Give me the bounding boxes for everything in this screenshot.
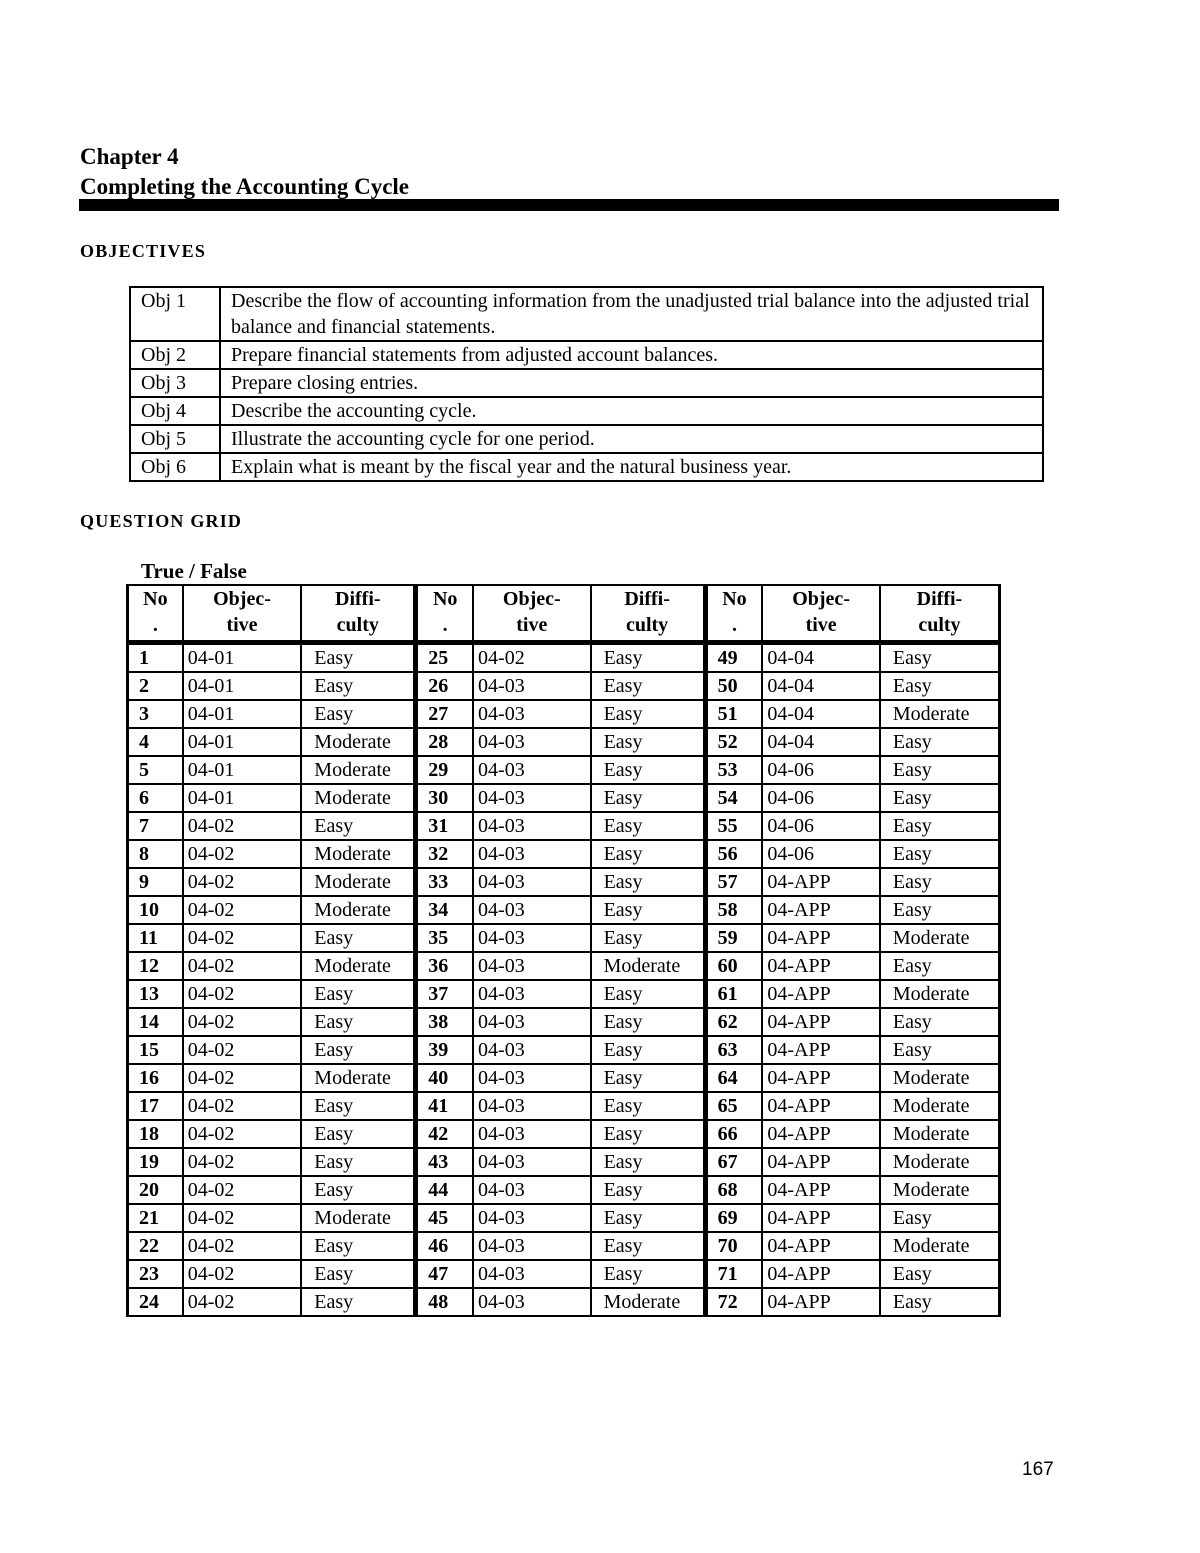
question-number-cell: 33	[416, 868, 473, 896]
question-objective-cell: 04-03	[473, 840, 591, 868]
question-objective-cell: 04-03	[473, 700, 591, 728]
question-difficulty-cell: Easy	[880, 812, 1000, 840]
question-difficulty-cell: Easy	[591, 1148, 706, 1176]
question-difficulty-cell: Moderate	[301, 896, 416, 924]
question-objective-cell: 04-02	[183, 1008, 302, 1036]
question-difficulty-cell: Moderate	[880, 980, 1000, 1008]
question-objective-cell: 04-04	[762, 643, 880, 673]
table-row	[128, 1064, 1000, 1092]
question-number-cell: 34	[416, 896, 473, 924]
objective-row	[130, 453, 1043, 481]
objective-description: Illustrate the accounting cycle for one period.	[220, 425, 1043, 453]
objective-id: Obj 5	[130, 425, 220, 453]
table-row	[128, 1176, 1000, 1204]
question-difficulty-cell: Easy	[301, 1092, 416, 1120]
question-number-cell: 39	[416, 1036, 473, 1064]
objective-row	[130, 287, 1043, 341]
question-objective-cell: 04-04	[762, 672, 880, 700]
question-objective-cell: 04-03	[473, 896, 591, 924]
question-difficulty-cell: Easy	[591, 980, 706, 1008]
question-objective-cell: 04-APP	[762, 1204, 880, 1232]
question-difficulty-cell: Easy	[880, 1288, 1000, 1316]
question-objective-cell: 04-06	[762, 812, 880, 840]
question-difficulty-cell: Moderate	[301, 840, 416, 868]
question-objective-cell: 04-02	[183, 980, 302, 1008]
question-objective-cell: 04-04	[762, 700, 880, 728]
question-objective-cell: 04-03	[473, 728, 591, 756]
table-row	[128, 672, 1000, 700]
objectives-table	[129, 286, 1044, 482]
column-header-objective: Objec- tive	[473, 585, 591, 643]
question-objective-cell: 04-01	[183, 700, 302, 728]
question-grid-heading: QUESTION GRID	[80, 511, 243, 531]
question-difficulty-cell: Easy	[880, 1260, 1000, 1288]
question-objective-cell: 04-02	[183, 1036, 302, 1064]
question-objective-cell: 04-02	[183, 1148, 302, 1176]
column-header-objective: Objec- tive	[762, 585, 880, 643]
question-difficulty-cell: Easy	[591, 924, 706, 952]
question-objective-cell: 04-02	[183, 1120, 302, 1148]
question-difficulty-cell: Easy	[880, 756, 1000, 784]
question-difficulty-cell: Easy	[591, 1008, 706, 1036]
question-difficulty-cell: Easy	[301, 672, 416, 700]
question-grid-header-row	[128, 585, 1000, 643]
question-number-cell: 41	[416, 1092, 473, 1120]
question-objective-cell: 04-APP	[762, 1092, 880, 1120]
table-row	[128, 1232, 1000, 1260]
question-number-cell: 72	[705, 1288, 762, 1316]
question-number-cell: 25	[416, 643, 473, 673]
question-number-cell: 55	[705, 812, 762, 840]
question-number-cell: 24	[128, 1288, 183, 1316]
question-objective-cell: 04-03	[473, 924, 591, 952]
question-difficulty-cell: Easy	[591, 1232, 706, 1260]
question-objective-cell: 04-02	[183, 840, 302, 868]
question-objective-cell: 04-03	[473, 1232, 591, 1260]
question-difficulty-cell: Easy	[880, 1036, 1000, 1064]
table-row	[128, 840, 1000, 868]
question-number-cell: 27	[416, 700, 473, 728]
question-difficulty-cell: Moderate	[591, 952, 706, 980]
question-difficulty-cell: Moderate	[880, 1120, 1000, 1148]
table-row	[128, 1036, 1000, 1064]
question-number-cell: 62	[705, 1008, 762, 1036]
question-difficulty-cell: Moderate	[880, 924, 1000, 952]
question-number-cell: 6	[128, 784, 183, 812]
question-difficulty-cell: Easy	[591, 784, 706, 812]
question-objective-cell: 04-APP	[762, 1260, 880, 1288]
question-objective-cell: 04-02	[183, 1288, 302, 1316]
question-number-cell: 8	[128, 840, 183, 868]
table-row	[128, 952, 1000, 980]
objective-row	[130, 369, 1043, 397]
question-difficulty-cell: Easy	[591, 756, 706, 784]
objective-id: Obj 1	[130, 287, 220, 341]
table-row	[128, 700, 1000, 728]
objective-id: Obj 2	[130, 341, 220, 369]
question-objective-cell: 04-03	[473, 1176, 591, 1204]
question-number-cell: 7	[128, 812, 183, 840]
question-objective-cell: 04-01	[183, 672, 302, 700]
question-number-cell: 9	[128, 868, 183, 896]
objective-id: Obj 4	[130, 397, 220, 425]
question-number-cell: 48	[416, 1288, 473, 1316]
question-difficulty-cell: Easy	[880, 1204, 1000, 1232]
question-difficulty-cell: Easy	[880, 784, 1000, 812]
question-objective-cell: 04-02	[183, 1176, 302, 1204]
question-difficulty-cell: Easy	[591, 700, 706, 728]
question-difficulty-cell: Moderate	[301, 756, 416, 784]
question-objective-cell: 04-APP	[762, 1232, 880, 1260]
true-false-caption: True / False	[141, 559, 247, 583]
table-row	[128, 756, 1000, 784]
question-number-cell: 65	[705, 1092, 762, 1120]
question-objective-cell: 04-03	[473, 1204, 591, 1232]
question-difficulty-cell: Easy	[301, 924, 416, 952]
question-number-cell: 16	[128, 1064, 183, 1092]
question-objective-cell: 04-02	[183, 1092, 302, 1120]
question-difficulty-cell: Easy	[880, 952, 1000, 980]
table-row	[128, 1288, 1000, 1316]
question-objective-cell: 04-02	[183, 1204, 302, 1232]
question-objective-cell: 04-APP	[762, 1036, 880, 1064]
question-number-cell: 3	[128, 700, 183, 728]
question-difficulty-cell: Easy	[591, 1064, 706, 1092]
question-difficulty-cell: Moderate	[301, 952, 416, 980]
question-difficulty-cell: Easy	[301, 1232, 416, 1260]
question-number-cell: 47	[416, 1260, 473, 1288]
table-row	[128, 784, 1000, 812]
objective-row	[130, 341, 1043, 369]
question-difficulty-cell: Easy	[301, 1176, 416, 1204]
objective-description: Describe the accounting cycle.	[220, 397, 1043, 425]
question-objective-cell: 04-02	[183, 812, 302, 840]
question-number-cell: 11	[128, 924, 183, 952]
question-number-cell: 59	[705, 924, 762, 952]
question-objective-cell: 04-02	[183, 1232, 302, 1260]
question-objective-cell: 04-03	[473, 1288, 591, 1316]
question-difficulty-cell: Easy	[591, 896, 706, 924]
question-difficulty-cell: Easy	[301, 1120, 416, 1148]
question-objective-cell: 04-03	[473, 784, 591, 812]
title-rule-divider	[79, 199, 1059, 211]
question-number-cell: 67	[705, 1148, 762, 1176]
question-objective-cell: 04-APP	[762, 924, 880, 952]
question-number-cell: 54	[705, 784, 762, 812]
question-difficulty-cell: Easy	[880, 643, 1000, 673]
question-difficulty-cell: Moderate	[880, 1148, 1000, 1176]
question-number-cell: 49	[705, 643, 762, 673]
question-number-cell: 42	[416, 1120, 473, 1148]
question-objective-cell: 04-APP	[762, 868, 880, 896]
question-objective-cell: 04-06	[762, 756, 880, 784]
question-number-cell: 63	[705, 1036, 762, 1064]
table-row	[128, 643, 1000, 673]
question-objective-cell: 04-APP	[762, 980, 880, 1008]
question-objective-cell: 04-06	[762, 784, 880, 812]
question-objective-cell: 04-03	[473, 1120, 591, 1148]
table-row	[128, 728, 1000, 756]
question-objective-cell: 04-02	[183, 1260, 302, 1288]
question-objective-cell: 04-03	[473, 672, 591, 700]
question-number-cell: 21	[128, 1204, 183, 1232]
question-objective-cell: 04-APP	[762, 1148, 880, 1176]
question-objective-cell: 04-03	[473, 1148, 591, 1176]
question-number-cell: 35	[416, 924, 473, 952]
question-number-cell: 26	[416, 672, 473, 700]
table-row	[128, 1204, 1000, 1232]
question-objective-cell: 04-03	[473, 1036, 591, 1064]
question-difficulty-cell: Moderate	[301, 784, 416, 812]
question-difficulty-cell: Easy	[591, 1036, 706, 1064]
question-objective-cell: 04-03	[473, 812, 591, 840]
question-objective-cell: 04-02	[183, 868, 302, 896]
question-objective-cell: 04-02	[183, 924, 302, 952]
question-difficulty-cell: Easy	[591, 643, 706, 673]
question-objective-cell: 04-APP	[762, 1288, 880, 1316]
question-difficulty-cell: Easy	[591, 728, 706, 756]
question-difficulty-cell: Easy	[591, 1260, 706, 1288]
question-objective-cell: 04-APP	[762, 1064, 880, 1092]
question-objective-cell: 04-02	[183, 1064, 302, 1092]
question-difficulty-cell: Easy	[301, 980, 416, 1008]
question-objective-cell: 04-APP	[762, 1176, 880, 1204]
question-number-cell: 32	[416, 840, 473, 868]
question-number-cell: 10	[128, 896, 183, 924]
page-number: 167	[1022, 1459, 1054, 1480]
objective-id: Obj 6	[130, 453, 220, 481]
question-number-cell: 60	[705, 952, 762, 980]
question-objective-cell: 04-03	[473, 952, 591, 980]
column-header-number: No .	[416, 585, 473, 643]
question-difficulty-cell: Easy	[880, 1008, 1000, 1036]
question-difficulty-cell: Moderate	[301, 1204, 416, 1232]
chapter-number: Chapter 4	[80, 144, 179, 169]
question-number-cell: 53	[705, 756, 762, 784]
question-number-cell: 1	[128, 643, 183, 673]
question-number-cell: 66	[705, 1120, 762, 1148]
table-row	[128, 868, 1000, 896]
question-difficulty-cell: Moderate	[301, 728, 416, 756]
question-objective-cell: 04-01	[183, 756, 302, 784]
question-number-cell: 56	[705, 840, 762, 868]
table-row	[128, 1120, 1000, 1148]
question-objective-cell: 04-03	[473, 756, 591, 784]
question-number-cell: 4	[128, 728, 183, 756]
question-number-cell: 37	[416, 980, 473, 1008]
question-difficulty-cell: Easy	[301, 1036, 416, 1064]
column-header-number: No .	[128, 585, 183, 643]
question-difficulty-cell: Easy	[301, 1260, 416, 1288]
table-row	[128, 924, 1000, 952]
question-number-cell: 2	[128, 672, 183, 700]
question-difficulty-cell: Easy	[880, 728, 1000, 756]
question-number-cell: 45	[416, 1204, 473, 1232]
question-number-cell: 29	[416, 756, 473, 784]
table-row	[128, 812, 1000, 840]
question-objective-cell: 04-APP	[762, 1008, 880, 1036]
question-difficulty-cell: Moderate	[880, 1064, 1000, 1092]
question-difficulty-cell: Easy	[591, 1176, 706, 1204]
question-number-cell: 22	[128, 1232, 183, 1260]
table-row	[128, 1092, 1000, 1120]
question-objective-cell: 04-01	[183, 784, 302, 812]
question-objective-cell: 04-01	[183, 643, 302, 673]
question-number-cell: 13	[128, 980, 183, 1008]
question-number-cell: 36	[416, 952, 473, 980]
question-objective-cell: 04-03	[473, 1064, 591, 1092]
column-header-difficulty: Diffi- culty	[301, 585, 416, 643]
question-difficulty-cell: Easy	[591, 812, 706, 840]
column-header-objective: Objec- tive	[183, 585, 302, 643]
question-objective-cell: 04-04	[762, 728, 880, 756]
question-difficulty-cell: Easy	[591, 868, 706, 896]
objective-description: Prepare financial statements from adjusted account balances.	[220, 341, 1043, 369]
objective-row	[130, 397, 1043, 425]
question-number-cell: 20	[128, 1176, 183, 1204]
question-number-cell: 40	[416, 1064, 473, 1092]
objective-row	[130, 425, 1043, 453]
question-number-cell: 18	[128, 1120, 183, 1148]
table-row	[128, 1260, 1000, 1288]
question-difficulty-cell: Easy	[301, 812, 416, 840]
question-objective-cell: 04-06	[762, 840, 880, 868]
question-number-cell: 50	[705, 672, 762, 700]
question-difficulty-cell: Easy	[301, 1148, 416, 1176]
question-number-cell: 61	[705, 980, 762, 1008]
question-difficulty-cell: Easy	[591, 672, 706, 700]
table-row	[128, 1008, 1000, 1036]
question-objective-cell: 04-01	[183, 728, 302, 756]
question-difficulty-cell: Easy	[591, 840, 706, 868]
question-objective-cell: 04-02	[183, 952, 302, 980]
column-header-difficulty: Diffi- culty	[591, 585, 706, 643]
objective-description: Describe the flow of accounting information from the unadjusted trial balance into the adjusted trial balance and financial statements.	[220, 287, 1043, 341]
question-difficulty-cell: Easy	[880, 672, 1000, 700]
question-difficulty-cell: Easy	[591, 1120, 706, 1148]
question-difficulty-cell: Moderate	[880, 1232, 1000, 1260]
question-number-cell: 12	[128, 952, 183, 980]
question-objective-cell: 04-APP	[762, 1120, 880, 1148]
question-number-cell: 43	[416, 1148, 473, 1176]
question-number-cell: 17	[128, 1092, 183, 1120]
column-header-number: No .	[705, 585, 762, 643]
question-number-cell: 14	[128, 1008, 183, 1036]
question-difficulty-cell: Moderate	[301, 1064, 416, 1092]
table-row	[128, 1148, 1000, 1176]
question-number-cell: 44	[416, 1176, 473, 1204]
question-difficulty-cell: Moderate	[880, 700, 1000, 728]
question-objective-cell: 04-03	[473, 1260, 591, 1288]
question-number-cell: 51	[705, 700, 762, 728]
question-difficulty-cell: Easy	[301, 643, 416, 673]
question-difficulty-cell: Easy	[591, 1204, 706, 1232]
question-number-cell: 5	[128, 756, 183, 784]
question-grid-table	[126, 584, 1001, 1317]
question-objective-cell: 04-03	[473, 980, 591, 1008]
question-number-cell: 30	[416, 784, 473, 812]
question-difficulty-cell: Easy	[880, 840, 1000, 868]
question-objective-cell: 04-02	[473, 643, 591, 673]
column-header-difficulty: Diffi- culty	[880, 585, 1000, 643]
question-number-cell: 19	[128, 1148, 183, 1176]
question-difficulty-cell: Moderate	[880, 1092, 1000, 1120]
question-number-cell: 52	[705, 728, 762, 756]
question-objective-cell: 04-APP	[762, 896, 880, 924]
question-difficulty-cell: Easy	[880, 868, 1000, 896]
objective-description: Explain what is meant by the fiscal year and the natural business year.	[220, 453, 1043, 481]
question-number-cell: 70	[705, 1232, 762, 1260]
question-number-cell: 69	[705, 1204, 762, 1232]
objectives-heading: OBJECTIVES	[80, 241, 207, 261]
question-number-cell: 28	[416, 728, 473, 756]
question-number-cell: 57	[705, 868, 762, 896]
question-difficulty-cell: Easy	[301, 1288, 416, 1316]
objective-id: Obj 3	[130, 369, 220, 397]
question-number-cell: 15	[128, 1036, 183, 1064]
question-number-cell: 38	[416, 1008, 473, 1036]
question-number-cell: 46	[416, 1232, 473, 1260]
question-number-cell: 23	[128, 1260, 183, 1288]
question-number-cell: 31	[416, 812, 473, 840]
question-number-cell: 71	[705, 1260, 762, 1288]
chapter-title: Completing the Accounting Cycle	[80, 174, 410, 199]
question-objective-cell: 04-03	[473, 1008, 591, 1036]
question-difficulty-cell: Easy	[301, 700, 416, 728]
question-difficulty-cell: Moderate	[591, 1288, 706, 1316]
question-number-cell: 68	[705, 1176, 762, 1204]
question-difficulty-cell: Easy	[301, 1008, 416, 1036]
objective-description: Prepare closing entries.	[220, 369, 1043, 397]
question-difficulty-cell: Easy	[591, 1092, 706, 1120]
question-number-cell: 64	[705, 1064, 762, 1092]
table-row	[128, 896, 1000, 924]
question-objective-cell: 04-02	[183, 896, 302, 924]
question-difficulty-cell: Moderate	[301, 868, 416, 896]
question-difficulty-cell: Easy	[880, 896, 1000, 924]
question-objective-cell: 04-03	[473, 868, 591, 896]
question-objective-cell: 04-03	[473, 1092, 591, 1120]
question-difficulty-cell: Moderate	[880, 1176, 1000, 1204]
question-number-cell: 58	[705, 896, 762, 924]
question-objective-cell: 04-APP	[762, 952, 880, 980]
table-row	[128, 980, 1000, 1008]
